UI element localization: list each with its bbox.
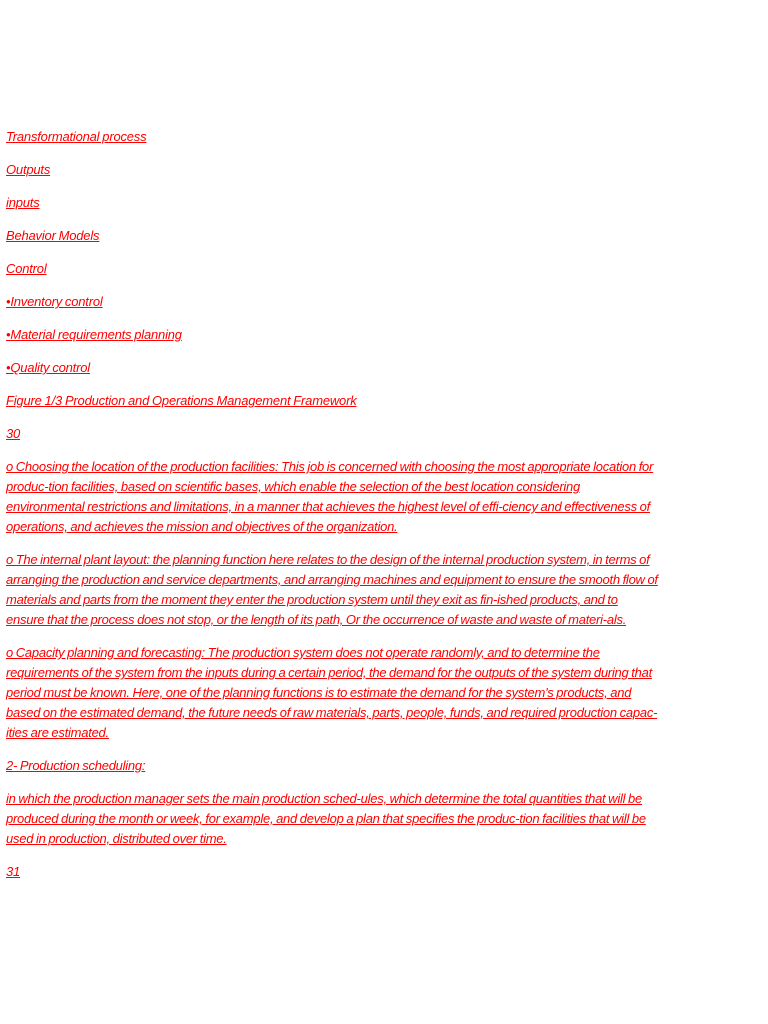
diagram-label-behavior-models: Behavior Models [6,228,100,243]
bullet-inventory-control: •Inventory control [6,294,103,309]
paragraph-plant-layout: o The internal plant layout: the planning function here relates to the design of the internal production system, in terms of arranging the production and service departments, and arranging machines and equipment to ensure the smooth flow of materials and parts from the moment they enter the production system until they exit as fin-ished products, and to ensure that the process does not stop, or the length of its path, Or the occurrence of waste and waste of materi-als. [6,552,658,627]
figure-caption: Figure 1/3 Production and Operations Management Framework [6,393,357,408]
page-number-31: 31 [6,864,21,879]
paragraph-location-choice: o Choosing the location of the production facilities: This job is concerned with choosing the most appropriate location for produc-tion facilities, based on scientific bases, which enable the selection of the best location considering environmental restrictions and limitations, in a manner that achieves the highest level of effi-ciency and effectiveness of operations, and achieves the mission and objectives of the organization. [6,459,654,534]
document-body [6,127,658,895]
paragraph-capacity-planning: o Capacity planning and forecasting: The production system does not operate randomly, and to determine the requirements of the system from the inputs during a certain period, the demand for the outputs of the system during that period must be known. Here, one of the planning functions is to estimate the demand for the system's products, and based on the estimated demand, the future needs of raw materials, parts, people, funds, and required production capac-ities are estimated. [6,645,658,740]
bullet-material-requirements-planning: •Material requirements planning [6,327,182,342]
page-number-30: 30 [6,426,21,441]
paragraph-production-scheduling: in which the production manager sets the main production sched-ules, which determine the total quantities that will be produced during the month or week, for example, and develop a plan that specifies the produc-tion facilities that will be used in production, distributed over time. [6,791,646,846]
diagram-label-control: Control [6,261,47,276]
diagram-label-inputs: inputs [6,195,40,210]
section-heading-production-scheduling: 2- Production scheduling: [6,758,146,773]
diagram-label-transformational-process: Transformational process [6,129,147,144]
bullet-quality-control: •Quality control [6,360,90,375]
diagram-label-outputs: Outputs [6,162,51,177]
